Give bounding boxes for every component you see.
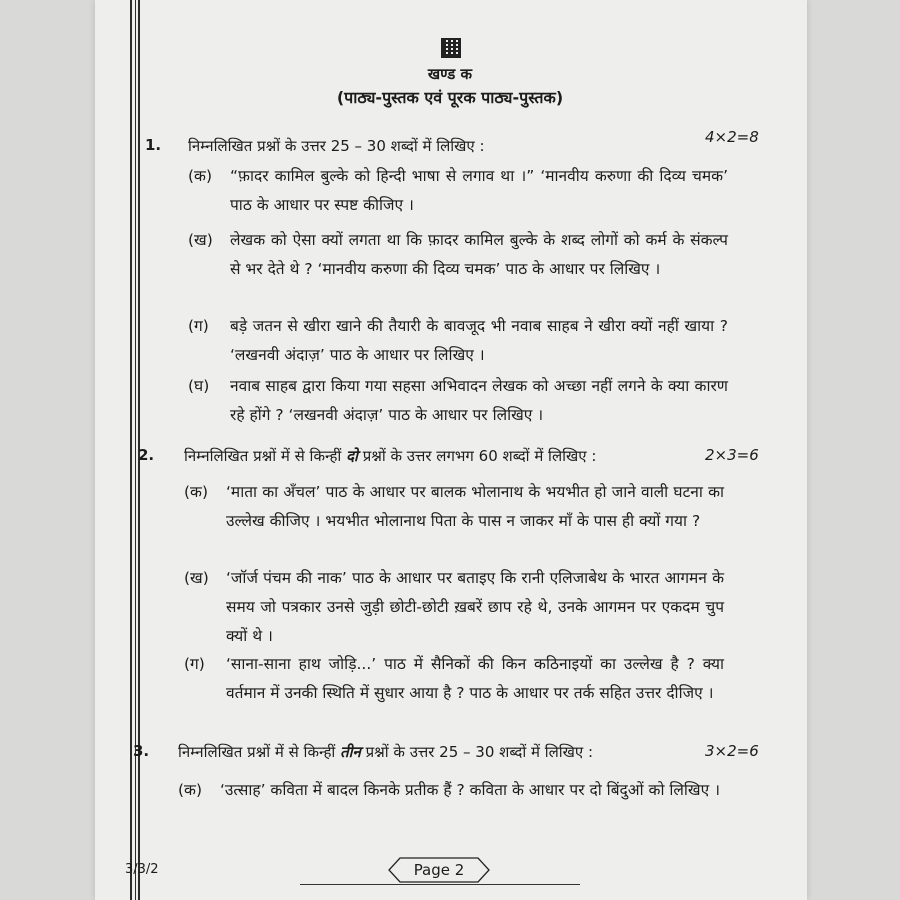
part-label: (घ) (188, 377, 210, 395)
question-part (178, 776, 723, 805)
question-part (188, 226, 728, 284)
part-label: (क) (188, 167, 212, 185)
question-part (184, 564, 724, 651)
part-text: ‘साना-साना हाथ जोड़ि...’ पाठ में सैनिकों की किन कठिनाइयों का उल्लेख है ? क्या वर्तमान में उनकी स्थिति में सुधार आया है ? पाठ के आधार पर तर्क सहित उत्तर दीजिए । (226, 655, 724, 702)
question-number: 2. (138, 446, 155, 464)
section-subtitle: (पाठ्य-पुस्तक एवं पूरक पाठ्य-पुस्तक) (336, 88, 564, 107)
part-label: (ख) (184, 569, 209, 587)
question-text: निम्नलिखित प्रश्नों में से किन्हीं तीन प्रश्नों के उत्तर 25 – 30 शब्दों में लिखिए : (178, 743, 594, 761)
margin-line (130, 0, 132, 900)
question-part (188, 312, 728, 370)
footer-rule (300, 884, 580, 885)
part-label: (क) (178, 781, 202, 799)
page-number-badge (388, 857, 490, 883)
emphasis-word: दो (346, 447, 358, 465)
question-part (184, 650, 724, 708)
question-marks: 3×2=6 (705, 742, 759, 760)
question-text: निम्नलिखित प्रश्नों में से किन्हीं दो प्रश्नों के उत्तर लगभग 60 शब्दों में लिखिए : (184, 447, 597, 465)
question-marks: 2×3=6 (705, 446, 759, 464)
question-number: 3. (133, 742, 150, 760)
question-part (188, 162, 728, 220)
section-title: खण्ड क (427, 65, 473, 83)
emphasis-word: तीन (340, 743, 361, 761)
part-text: ‘उत्साह’ कविता में बादल किनके प्रतीक हैं ? कविता के आधार पर दो बिंदुओं को लिखिए । (220, 781, 720, 799)
question-part (184, 478, 724, 536)
part-text: नवाब साहब द्वारा किया गया सहसा अभिवादन लेखक को अच्छा नहीं लगने के क्या कारण रहे होंगे ? ‘लखनवी अंदाज़’ पाठ के आधार पर लिखिए । (230, 377, 728, 424)
part-label: (ख) (188, 231, 213, 249)
question-number: 1. (145, 136, 162, 154)
question-marks: 4×2=8 (705, 128, 759, 146)
part-text: ‘जॉर्ज पंचम की नाक’ पाठ के आधार पर बताइए कि रानी एलिजाबेथ के भारत आगमन के समय जो पत्रकार उनसे जुड़ी छोटी-छोटी ख़बरें छाप रहे थे, उनके आगमन पर एकदम चुप क्यों थे । (226, 569, 724, 645)
margin-line (135, 0, 136, 900)
page-number: Page 2 (413, 861, 465, 879)
part-text: “फ़ादर कामिल बुल्के को हिन्दी भाषा से लगाव था ।” ‘मानवीय करुणा की दिव्य चमक’ पाठ के आधार पर स्पष्ट कीजिए । (230, 167, 728, 214)
qr-code-icon (441, 38, 461, 58)
part-label: (ग) (188, 317, 209, 335)
part-label: (क) (184, 483, 208, 501)
question-text: निम्नलिखित प्रश्नों के उत्तर 25 – 30 शब्दों में लिखिए : (188, 137, 485, 155)
question-part (188, 372, 728, 430)
part-label: (ग) (184, 655, 205, 673)
part-text: ‘माता का अँचल’ पाठ के आधार पर बालक भोलानाथ के भयभीत हो जाने वाली घटना का उल्लेख कीजिए । भयभीत भोलानाथ पिता के पास न जाकर माँ के पास ही क्यों गया ? (226, 483, 724, 530)
part-text: बड़े जतन से खीरा खाने की तैयारी के बावजूद भी नवाब साहब ने खीरा क्यों नहीं खाया ? ‘लखनवी अंदाज़’ पाठ के आधार पर लिखिए । (230, 317, 728, 364)
part-text: लेखक को ऐसा क्यों लगता था कि फ़ादर कामिल बुल्के के शब्द लोगों को कर्म के संकल्प से भर देते थे ? ‘मानवीय करुणा की दिव्य चमक’ पाठ के आधार पर लिखिए । (230, 231, 728, 278)
paper-code: 3/3/2 (125, 862, 159, 877)
